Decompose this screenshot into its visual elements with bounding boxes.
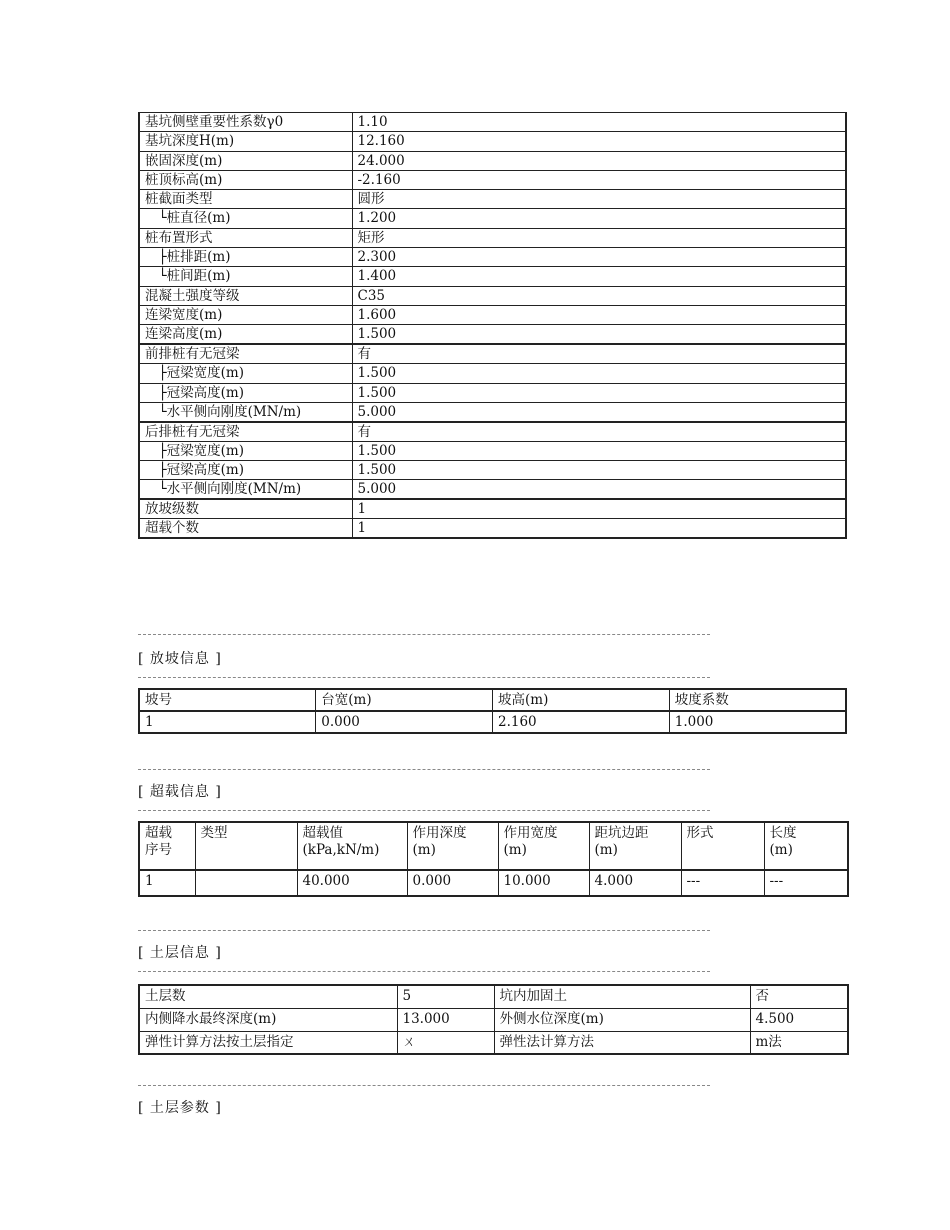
parameter-row (139, 383, 846, 402)
parameter-value: 5.000 (352, 480, 846, 500)
soil-cell: 弹性计算方法按土层指定 (139, 1031, 397, 1054)
parameter-value: 12.160 (352, 132, 846, 151)
parameter-value: 1.200 (352, 209, 846, 228)
parameter-row (139, 519, 846, 539)
parameter-name: 桩布置形式 (139, 228, 352, 247)
slope-cell: 1 (139, 711, 316, 733)
parameter-name: 基坑侧壁重要性系数γ0 (139, 113, 352, 132)
parameter-name: └水平侧向刚度(MN/m) (139, 402, 352, 422)
soil-section-title: [ 土层信息 ] (138, 945, 222, 961)
parameter-row (139, 344, 846, 364)
parameter-value: 1.600 (352, 305, 846, 324)
parameter-row (139, 325, 846, 345)
parameter-value: 1.500 (352, 461, 846, 480)
separator (138, 930, 710, 931)
parameter-value: 1.400 (352, 267, 846, 286)
parameter-value: 1.500 (352, 441, 846, 460)
slope-table (138, 688, 847, 734)
load-cell: 4.000 (589, 870, 681, 896)
parameter-name: 桩截面类型 (139, 190, 352, 209)
load-header-cell (139, 822, 195, 870)
parameter-row (139, 113, 846, 132)
parameter-name: 桩顶标高(m) (139, 170, 352, 189)
parameter-name: 放坡级数 (139, 499, 352, 519)
soil-cell: 内侧降水最终深度(m) (139, 1008, 397, 1031)
parameter-row (139, 422, 846, 442)
slope-cell: 0.000 (316, 711, 493, 733)
slope-section-title: [ 放坡信息 ] (138, 651, 222, 667)
soil-cell: 13.000 (397, 1008, 494, 1031)
parameter-value: 2.300 (352, 248, 846, 267)
load-header-line: 超载 (145, 825, 172, 841)
soil-cell: ㄨ (397, 1031, 494, 1054)
parameter-value: 1.500 (352, 325, 846, 345)
slope-cell: 2.160 (493, 711, 670, 733)
separator (138, 1085, 710, 1086)
soil-cell: 5 (397, 985, 494, 1008)
slope-cell: 1.000 (669, 711, 846, 733)
soil-cell: 弹性法计算方法 (494, 1031, 750, 1054)
parameter-row (139, 441, 846, 460)
parameter-row (139, 305, 846, 324)
soil-cell: 4.500 (750, 1008, 848, 1031)
parameter-name: 超载个数 (139, 519, 352, 539)
slope-header-cell: 坡高(m) (493, 689, 670, 711)
slope-header-cell: 坡号 (139, 689, 316, 711)
load-cell: --- (764, 870, 848, 896)
parameter-name: └桩间距(m) (139, 267, 352, 286)
load-header-cell (297, 822, 407, 870)
parameter-row (139, 480, 846, 500)
parameter-name: 前排桩有无冠梁 (139, 344, 352, 364)
load-header-cell (498, 822, 589, 870)
parameter-name: 基坑深度H(m) (139, 132, 352, 151)
parameter-row (139, 286, 846, 305)
parameter-row (139, 132, 846, 151)
parameter-name: 连梁高度(m) (139, 325, 352, 345)
load-header-line: (m) (412, 842, 436, 858)
parameter-row (139, 499, 846, 519)
load-section-title: [ 超载信息 ] (138, 784, 222, 800)
parameter-value: 有 (352, 422, 846, 442)
parameter-value: C35 (352, 286, 846, 305)
parameter-value: 有 (352, 344, 846, 364)
parameter-name: 混凝土强度等级 (139, 286, 352, 305)
parameter-row (139, 267, 846, 286)
load-cell: 10.000 (498, 870, 589, 896)
parameter-name: 嵌固深度(m) (139, 151, 352, 170)
parameter-row (139, 461, 846, 480)
load-header-line: (m) (594, 842, 618, 858)
parameter-name: └桩直径(m) (139, 209, 352, 228)
separator (138, 677, 710, 678)
separator (138, 769, 710, 770)
parameters-table (138, 112, 847, 539)
parameter-row (139, 151, 846, 170)
parameter-value: 1 (352, 499, 846, 519)
separator (138, 971, 710, 972)
soil-row (139, 1031, 848, 1054)
parameter-value: 圆形 (352, 190, 846, 209)
parameter-value: -2.160 (352, 170, 846, 189)
separator (138, 810, 710, 811)
load-header-line: 超载值 (302, 825, 343, 841)
parameter-row (139, 209, 846, 228)
load-header-cell (195, 822, 297, 870)
parameter-name: ├冠梁高度(m) (139, 383, 352, 402)
load-cell: 40.000 (297, 870, 407, 896)
load-cell: --- (681, 870, 764, 896)
parameter-value: 1.500 (352, 364, 846, 383)
parameter-value: 1.10 (352, 113, 846, 132)
soil-cell: 土层数 (139, 985, 397, 1008)
load-header-line: 形式 (686, 825, 714, 841)
load-header-line: 作用深度 (412, 825, 467, 841)
load-cell: 1 (139, 870, 195, 896)
soil-row (139, 985, 848, 1008)
slope-header-cell: 台宽(m) (316, 689, 493, 711)
parameter-row (139, 364, 846, 383)
load-header-line: (m) (769, 842, 793, 858)
parameter-row (139, 248, 846, 267)
slope-header-cell: 坡度系数 (669, 689, 846, 711)
load-header-line: 距坑边距 (594, 825, 649, 841)
load-header-line: 长度 (769, 825, 797, 841)
load-cell: 0.000 (407, 870, 498, 896)
separator (138, 634, 710, 635)
soil-cell: 外侧水位深度(m) (494, 1008, 750, 1031)
parameter-row (139, 190, 846, 209)
soil-row (139, 1008, 848, 1031)
parameter-value: 24.000 (352, 151, 846, 170)
load-cell (195, 870, 297, 896)
soil-cell: 否 (750, 985, 848, 1008)
load-header-cell (681, 822, 764, 870)
load-table (138, 821, 849, 897)
parameter-name: ├冠梁高度(m) (139, 461, 352, 480)
parameter-value: 1 (352, 519, 846, 539)
parameter-name: 连梁宽度(m) (139, 305, 352, 324)
load-header-cell (589, 822, 681, 870)
parameter-row (139, 170, 846, 189)
parameter-row (139, 402, 846, 422)
parameter-value: 5.000 (352, 402, 846, 422)
parameter-name: ├桩排距(m) (139, 248, 352, 267)
soil-cell: m法 (750, 1031, 848, 1054)
parameter-value: 1.500 (352, 383, 846, 402)
load-header-line: 序号 (145, 842, 172, 858)
soil-params-section-title: [ 土层参数 ] (138, 1100, 222, 1116)
parameter-row (139, 228, 846, 247)
soil-table (138, 984, 849, 1055)
parameter-value: 矩形 (352, 228, 846, 247)
load-header-line: 类型 (200, 825, 228, 841)
load-header-cell (407, 822, 498, 870)
load-header-line: (kPa,kN/m) (302, 842, 380, 858)
parameter-name: ├冠梁宽度(m) (139, 441, 352, 460)
parameter-name: └水平侧向刚度(MN/m) (139, 480, 352, 500)
soil-cell: 坑内加固土 (494, 985, 750, 1008)
parameter-name: 后排桩有无冠梁 (139, 422, 352, 442)
load-header-line: 作用宽度 (503, 825, 558, 841)
parameter-name: ├冠梁宽度(m) (139, 364, 352, 383)
load-header-cell (764, 822, 848, 870)
load-header-line: (m) (503, 842, 527, 858)
